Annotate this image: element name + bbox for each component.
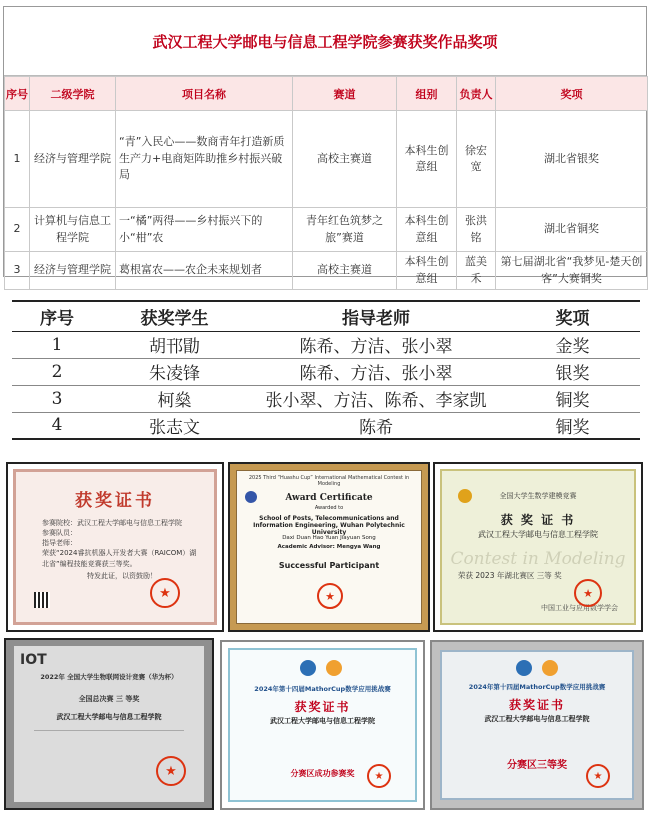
table-cell: 高校主赛道 bbox=[293, 252, 397, 290]
table-cell: 湖北省银奖 bbox=[496, 111, 648, 208]
red-seal-icon: ★ bbox=[150, 578, 180, 608]
table1-grid bbox=[4, 76, 648, 290]
table1-header: 二级学院 bbox=[30, 77, 116, 111]
certificate-watermark: Contest in Modeling bbox=[450, 549, 626, 569]
table1-header-row bbox=[5, 77, 648, 111]
table-cell: 铜奖 bbox=[505, 385, 640, 412]
certificate-header: 2024年第十四届MathorCup数学应用挑战赛 bbox=[468, 683, 606, 691]
table-cell: 计算机与信息工程学院 bbox=[30, 208, 116, 252]
certificate-result: Successful Participant bbox=[278, 561, 380, 570]
table-row bbox=[5, 252, 648, 290]
iot-logo: IOT bbox=[20, 652, 47, 668]
contest-logo-icon bbox=[542, 660, 558, 676]
certificate-line: 荣获“2024睿抗机器人开发者大赛（RAICOM）湖北省”编程技能竞赛获三等奖。 bbox=[42, 549, 197, 568]
red-seal-icon: ★ bbox=[156, 756, 186, 786]
certificate-header: 2024年第十四届MathorCup数学应用挑战赛 bbox=[254, 685, 391, 693]
certificate-raicom bbox=[6, 462, 224, 632]
table-cell: 3 bbox=[12, 385, 102, 412]
table2-header: 奖项 bbox=[505, 301, 640, 331]
certificate-award: 全国总决赛 三 等奖 bbox=[78, 695, 140, 703]
table-cell: 铜奖 bbox=[505, 412, 640, 439]
red-seal-icon: ★ bbox=[586, 764, 610, 788]
table-cell: 2 bbox=[5, 208, 30, 252]
table-cell: 经济与管理学院 bbox=[30, 252, 116, 290]
certificate-header: 2025 Third “Huashu Cup” International Mathematical Contest in Modeling bbox=[248, 475, 410, 487]
contest-logo-icon bbox=[300, 660, 316, 676]
table-cell: 金奖 bbox=[505, 331, 640, 358]
table-cell: 本科生创意组 bbox=[397, 111, 457, 208]
table-cell: 陈希、方洁、张小翠 bbox=[247, 331, 505, 358]
table-cell: 本科生创意组 bbox=[397, 252, 457, 290]
table1-title: 武汉工程大学邮电与信息工程学院参赛获奖作品奖项 bbox=[4, 7, 646, 76]
certificate-title: 获奖证书 bbox=[508, 698, 565, 712]
table-cell: 第七届湖北省“我梦见-楚天创客”大赛铜奖 bbox=[496, 252, 648, 290]
table2-header: 获奖学生 bbox=[102, 301, 247, 331]
award-table-2 bbox=[12, 300, 640, 440]
red-seal-icon: ★ bbox=[317, 583, 343, 609]
table-row bbox=[12, 358, 640, 385]
table1-header: 负责人 bbox=[457, 77, 496, 111]
table1-header: 赛道 bbox=[293, 77, 397, 111]
table-cell: 3 bbox=[5, 252, 30, 290]
certificate-title: 获奖证书 bbox=[294, 700, 351, 714]
certificate-result: 分赛区成功参赛奖 bbox=[290, 769, 355, 778]
certificate-frame bbox=[14, 646, 204, 802]
certificate-frame bbox=[13, 469, 217, 625]
certificate-title: 获奖证书 bbox=[75, 491, 155, 511]
table-cell: 湖北省铜奖 bbox=[496, 208, 648, 252]
award-table-1 bbox=[3, 6, 647, 285]
red-seal-icon: ★ bbox=[367, 764, 391, 788]
table-cell: 胡邗勖 bbox=[102, 331, 247, 358]
table-cell: 蓝美禾 bbox=[457, 252, 496, 290]
table-cell: 4 bbox=[12, 412, 102, 439]
certificate-header: 2022年 全国大学生物联网设计竞赛（华为杯） bbox=[40, 673, 178, 681]
certificate-line: 指导老师： bbox=[42, 539, 77, 548]
contest-logo-icon bbox=[326, 660, 342, 676]
certificate-school: 武汉工程大学邮电与信息工程学院 bbox=[478, 530, 598, 539]
certificate-header: 全国大学生数学建模竞赛 bbox=[499, 492, 577, 500]
table-cell: 本科生创意组 bbox=[397, 208, 457, 252]
certificate-mathorcup-third bbox=[430, 640, 644, 810]
certificate-title: Award Certificate bbox=[285, 493, 373, 503]
certificate-school: 武汉工程大学邮电与信息工程学院 bbox=[56, 713, 162, 721]
table-cell: 银奖 bbox=[505, 358, 640, 385]
table2-header: 指导老师 bbox=[247, 301, 505, 331]
certificate-line: 参赛院校：武汉工程大学邮电与信息工程学院 bbox=[42, 519, 182, 527]
certificate-result: 分赛区三等奖 bbox=[507, 760, 567, 771]
table-cell: 陈希 bbox=[247, 412, 505, 439]
table-cell: 陈希、方洁、张小翠 bbox=[247, 358, 505, 385]
table-cell: 葛根富农——农企未来规划者 bbox=[116, 252, 293, 290]
certificate-line: 特发此证，以资鼓励！ bbox=[87, 571, 157, 580]
table-cell: 徐宏宽 bbox=[457, 111, 496, 208]
table-cell: 2 bbox=[12, 358, 102, 385]
certificate-frame bbox=[440, 469, 636, 625]
table-row bbox=[12, 385, 640, 412]
table-cell: “青”入民心——数商青年打造新质生产力+电商矩阵助推乡村振兴破局 bbox=[116, 111, 293, 208]
table1-header: 奖项 bbox=[496, 77, 648, 111]
certificate-line: 参赛队员： bbox=[42, 529, 77, 538]
certificate-advisor: Academic Advisor: Mengya Wang bbox=[277, 544, 381, 550]
certificate-title: 获 奖 证 书 bbox=[500, 513, 576, 527]
table1-header: 序号 bbox=[5, 77, 30, 111]
table-cell: 青年红色筑梦之旅”赛道 bbox=[293, 208, 397, 252]
table-cell: 张小翠、方洁、陈希、李家凯 bbox=[247, 385, 505, 412]
table-cell: 朱凌锋 bbox=[102, 358, 247, 385]
table-cell: 一“橘”两得——乡村振兴下的小“柑”农 bbox=[116, 208, 293, 252]
table1-header: 项目名称 bbox=[116, 77, 293, 111]
table2-header: 序号 bbox=[12, 301, 102, 331]
certificate-school: School of Posts, Telecommunications and Information Engineering, Wuhan Polytechnic University bbox=[253, 515, 405, 536]
certificate-mathorcup-regional bbox=[220, 640, 425, 810]
table-cell: 1 bbox=[5, 111, 30, 208]
table2-header-row bbox=[12, 301, 640, 331]
certificate-awarded: Awarded to bbox=[314, 505, 344, 511]
certificate-mcm-china bbox=[433, 462, 643, 632]
certificate-school: 武汉工程大学邮电与信息工程学院 bbox=[484, 715, 590, 723]
table-cell: 1 bbox=[12, 331, 102, 358]
table-row bbox=[5, 111, 648, 208]
table2-grid bbox=[12, 300, 640, 440]
certificate-org: 中国工业与应用数学学会 bbox=[541, 603, 618, 612]
table-cell: 经济与管理学院 bbox=[30, 111, 116, 208]
certificate-iot bbox=[4, 638, 214, 810]
table-cell: 张洪铭 bbox=[457, 208, 496, 252]
table-row bbox=[12, 331, 640, 358]
certificate-students: Daxi Duan Hao Yuan Jiayuan Song bbox=[282, 535, 376, 541]
table-cell: 柯燊 bbox=[102, 385, 247, 412]
contest-logo-icon bbox=[516, 660, 532, 676]
table-row bbox=[5, 208, 648, 252]
table-cell: 张志文 bbox=[102, 412, 247, 439]
table1-header: 组别 bbox=[397, 77, 457, 111]
table-row bbox=[12, 412, 640, 439]
certificate-huashu-cup bbox=[228, 462, 430, 632]
certificate-frame bbox=[236, 470, 422, 624]
qr-code-icon bbox=[34, 592, 50, 608]
red-seal-icon: ★ bbox=[574, 579, 602, 607]
table-cell: 高校主赛道 bbox=[293, 111, 397, 208]
certificate-line: 荣获 2023 年湖北赛区 三等 奖 bbox=[458, 571, 562, 580]
certificate-frame bbox=[228, 648, 417, 802]
certificate-school: 武汉工程大学邮电与信息工程学院 bbox=[270, 717, 375, 725]
certificate-frame bbox=[440, 650, 634, 800]
certificate-body bbox=[42, 518, 202, 581]
